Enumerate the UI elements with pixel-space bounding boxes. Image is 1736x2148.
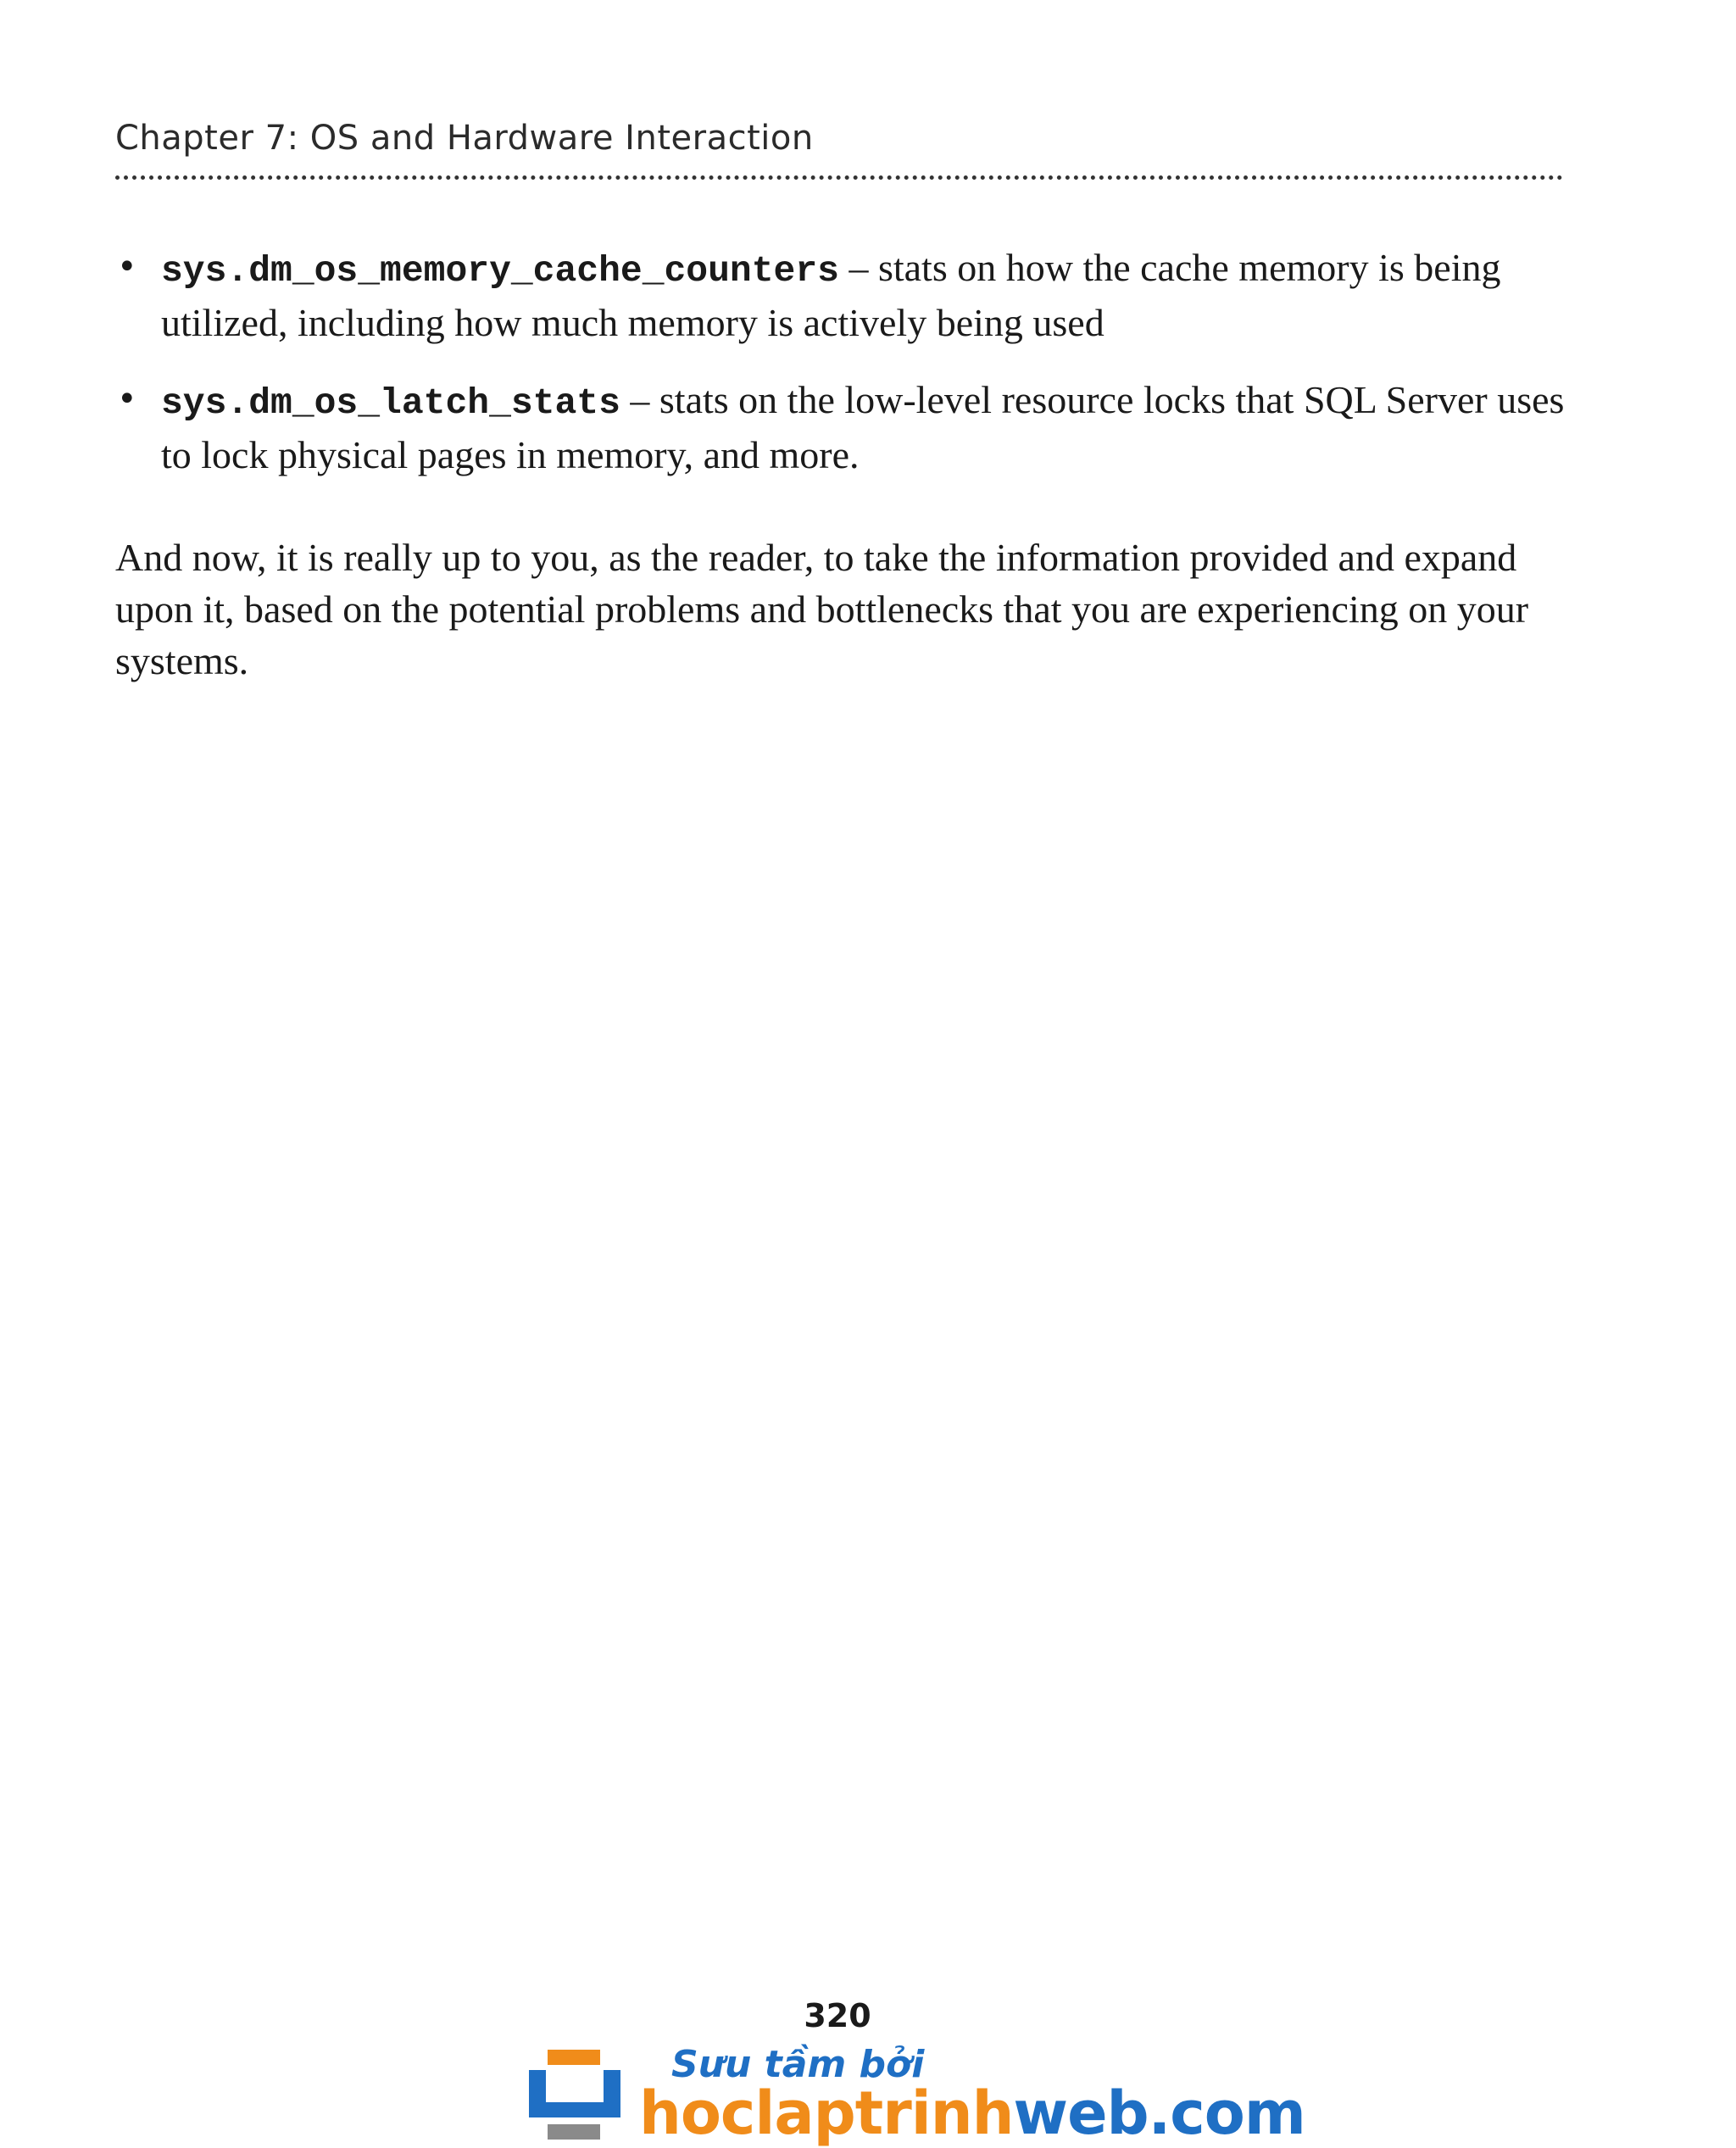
watermark [529, 2043, 1305, 2148]
bullet-description: – stats on the low-level resource locks that SQL Server uses to lock physical pages in memory, and more. [161, 378, 1565, 476]
list-item [115, 374, 1573, 481]
watermark-site [639, 2078, 1305, 2148]
dmv-name: sys.dm_os_latch_stats [161, 382, 620, 424]
dmv-name: sys.dm_os_memory_cache_counters [161, 250, 839, 292]
page-number: 320 [804, 1997, 871, 2034]
list-item [115, 242, 1573, 348]
header-divider [115, 175, 1563, 180]
page-body [115, 242, 1573, 726]
watermark-site-part1: hoclaptrinh [639, 2078, 1014, 2148]
body-paragraph: And now, it is really up to you, as the reader, to take the information provided and expand upon it, based on the potential problems and bottlenecks that you are experiencing on your systems. [115, 536, 1529, 682]
bullet-icon: • [117, 380, 137, 419]
printer-logo-icon [529, 2050, 622, 2141]
bullet-icon: • [117, 248, 137, 287]
watermark-site-part2: web.com [1013, 2078, 1305, 2148]
bullet-description: – stats on how the cache memory is being utilized, including how much memory is actively being used [161, 246, 1501, 344]
watermark-tagline: Sưu tầm bởi [671, 2043, 925, 2086]
bullet-list [115, 242, 1573, 481]
running-header: Chapter 7: OS and Hardware Interaction [115, 119, 814, 158]
